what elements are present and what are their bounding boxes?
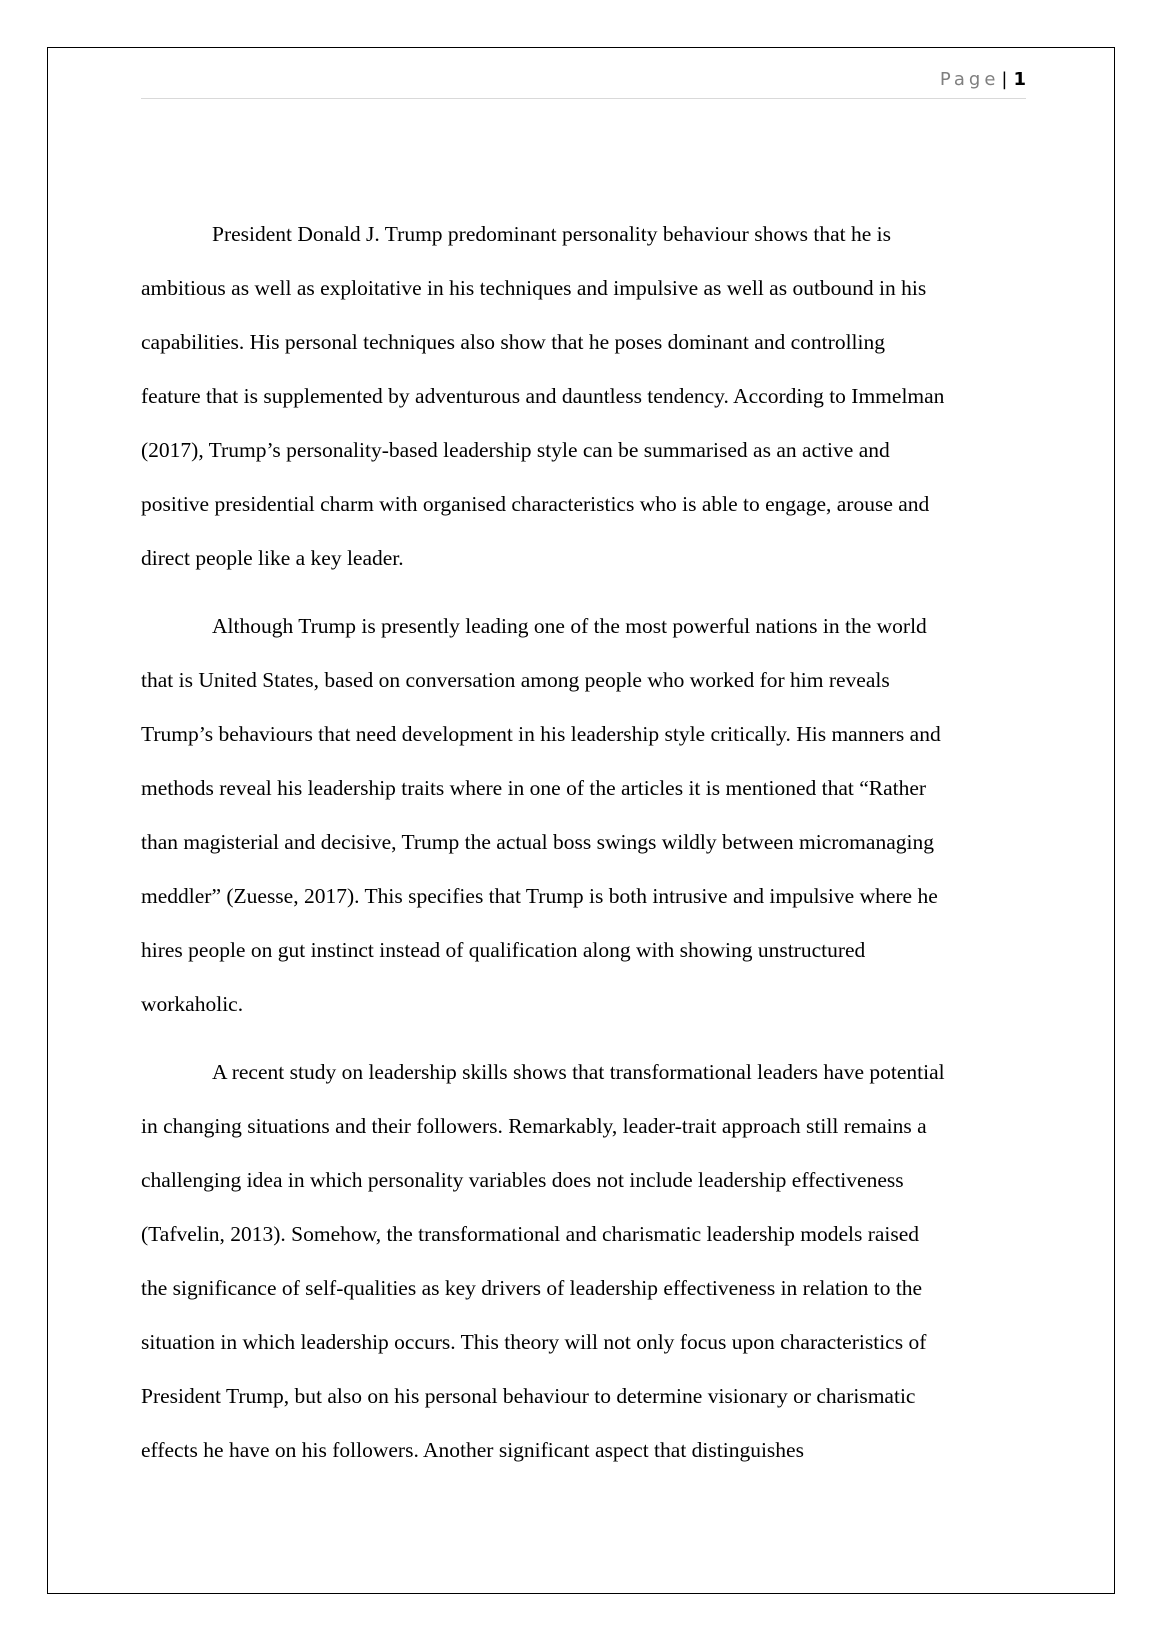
text-line: ambitious as well as exploitative in his techniques and impulsive as well as outbound in his [141,276,927,300]
text-line: A recent study on leadership skills shows that transformational leaders have potential [212,1060,945,1084]
document-body [141,207,1026,1491]
paragraph-2 [141,599,1026,1031]
text-line: direct people like a key leader. [141,546,404,570]
text-line: challenging idea in which personality variables does not include leadership effectiveness [141,1168,904,1192]
text-line: President Trump, but also on his personal behaviour to determine visionary or charismatic [141,1384,916,1408]
text-line: President Donald J. Trump predominant personality behaviour shows that he is [212,222,891,246]
text-line: positive presidential charm with organised characteristics who is able to engage, arouse and [141,492,930,516]
paragraph-1 [141,207,1026,585]
text-line: Trump’s behaviours that need development in his leadership style critically. His manners and [141,722,941,746]
text-line: the significance of self-qualities as key drivers of leadership effectiveness in relation to the [141,1276,923,1300]
page-label: Page [939,69,1000,90]
text-line: (Tafvelin, 2013). Somehow, the transformational and charismatic leadership models raised [141,1222,920,1246]
text-line: effects he have on his followers. Another significant aspect that distinguishes [141,1438,804,1462]
paragraph-3 [141,1045,1026,1477]
page-separator: | [1001,69,1008,90]
text-line: (2017), Trump’s personality-based leadership style can be summarised as an active and [141,438,890,462]
page-number: 1 [1013,69,1026,90]
text-line: that is United States, based on conversation among people who worked for him reveals [141,668,890,692]
text-line: in changing situations and their followers. Remarkably, leader-trait approach still remains a [141,1114,927,1138]
text-line: than magisterial and decisive, Trump the actual boss swings wildly between micromanaging [141,830,934,854]
text-line: situation in which leadership occurs. This theory will not only focus upon characteristics of [141,1330,927,1354]
page-header [141,68,1026,99]
document-page [47,47,1115,1594]
text-line: meddler” (Zuesse, 2017). This specifies that Trump is both intrusive and impulsive where he [141,884,938,908]
text-line: Although Trump is presently leading one of the most powerful nations in the world [212,614,927,638]
text-line: capabilities. His personal techniques also show that he poses dominant and controlling [141,330,885,354]
text-line: hires people on gut instinct instead of qualification along with showing unstructured [141,938,866,962]
text-line: workaholic. [141,992,244,1016]
text-line: feature that is supplemented by adventurous and dauntless tendency. According to Immelman [141,384,945,408]
text-line: methods reveal his leadership traits where in one of the articles it is mentioned that “Rather [141,776,927,800]
